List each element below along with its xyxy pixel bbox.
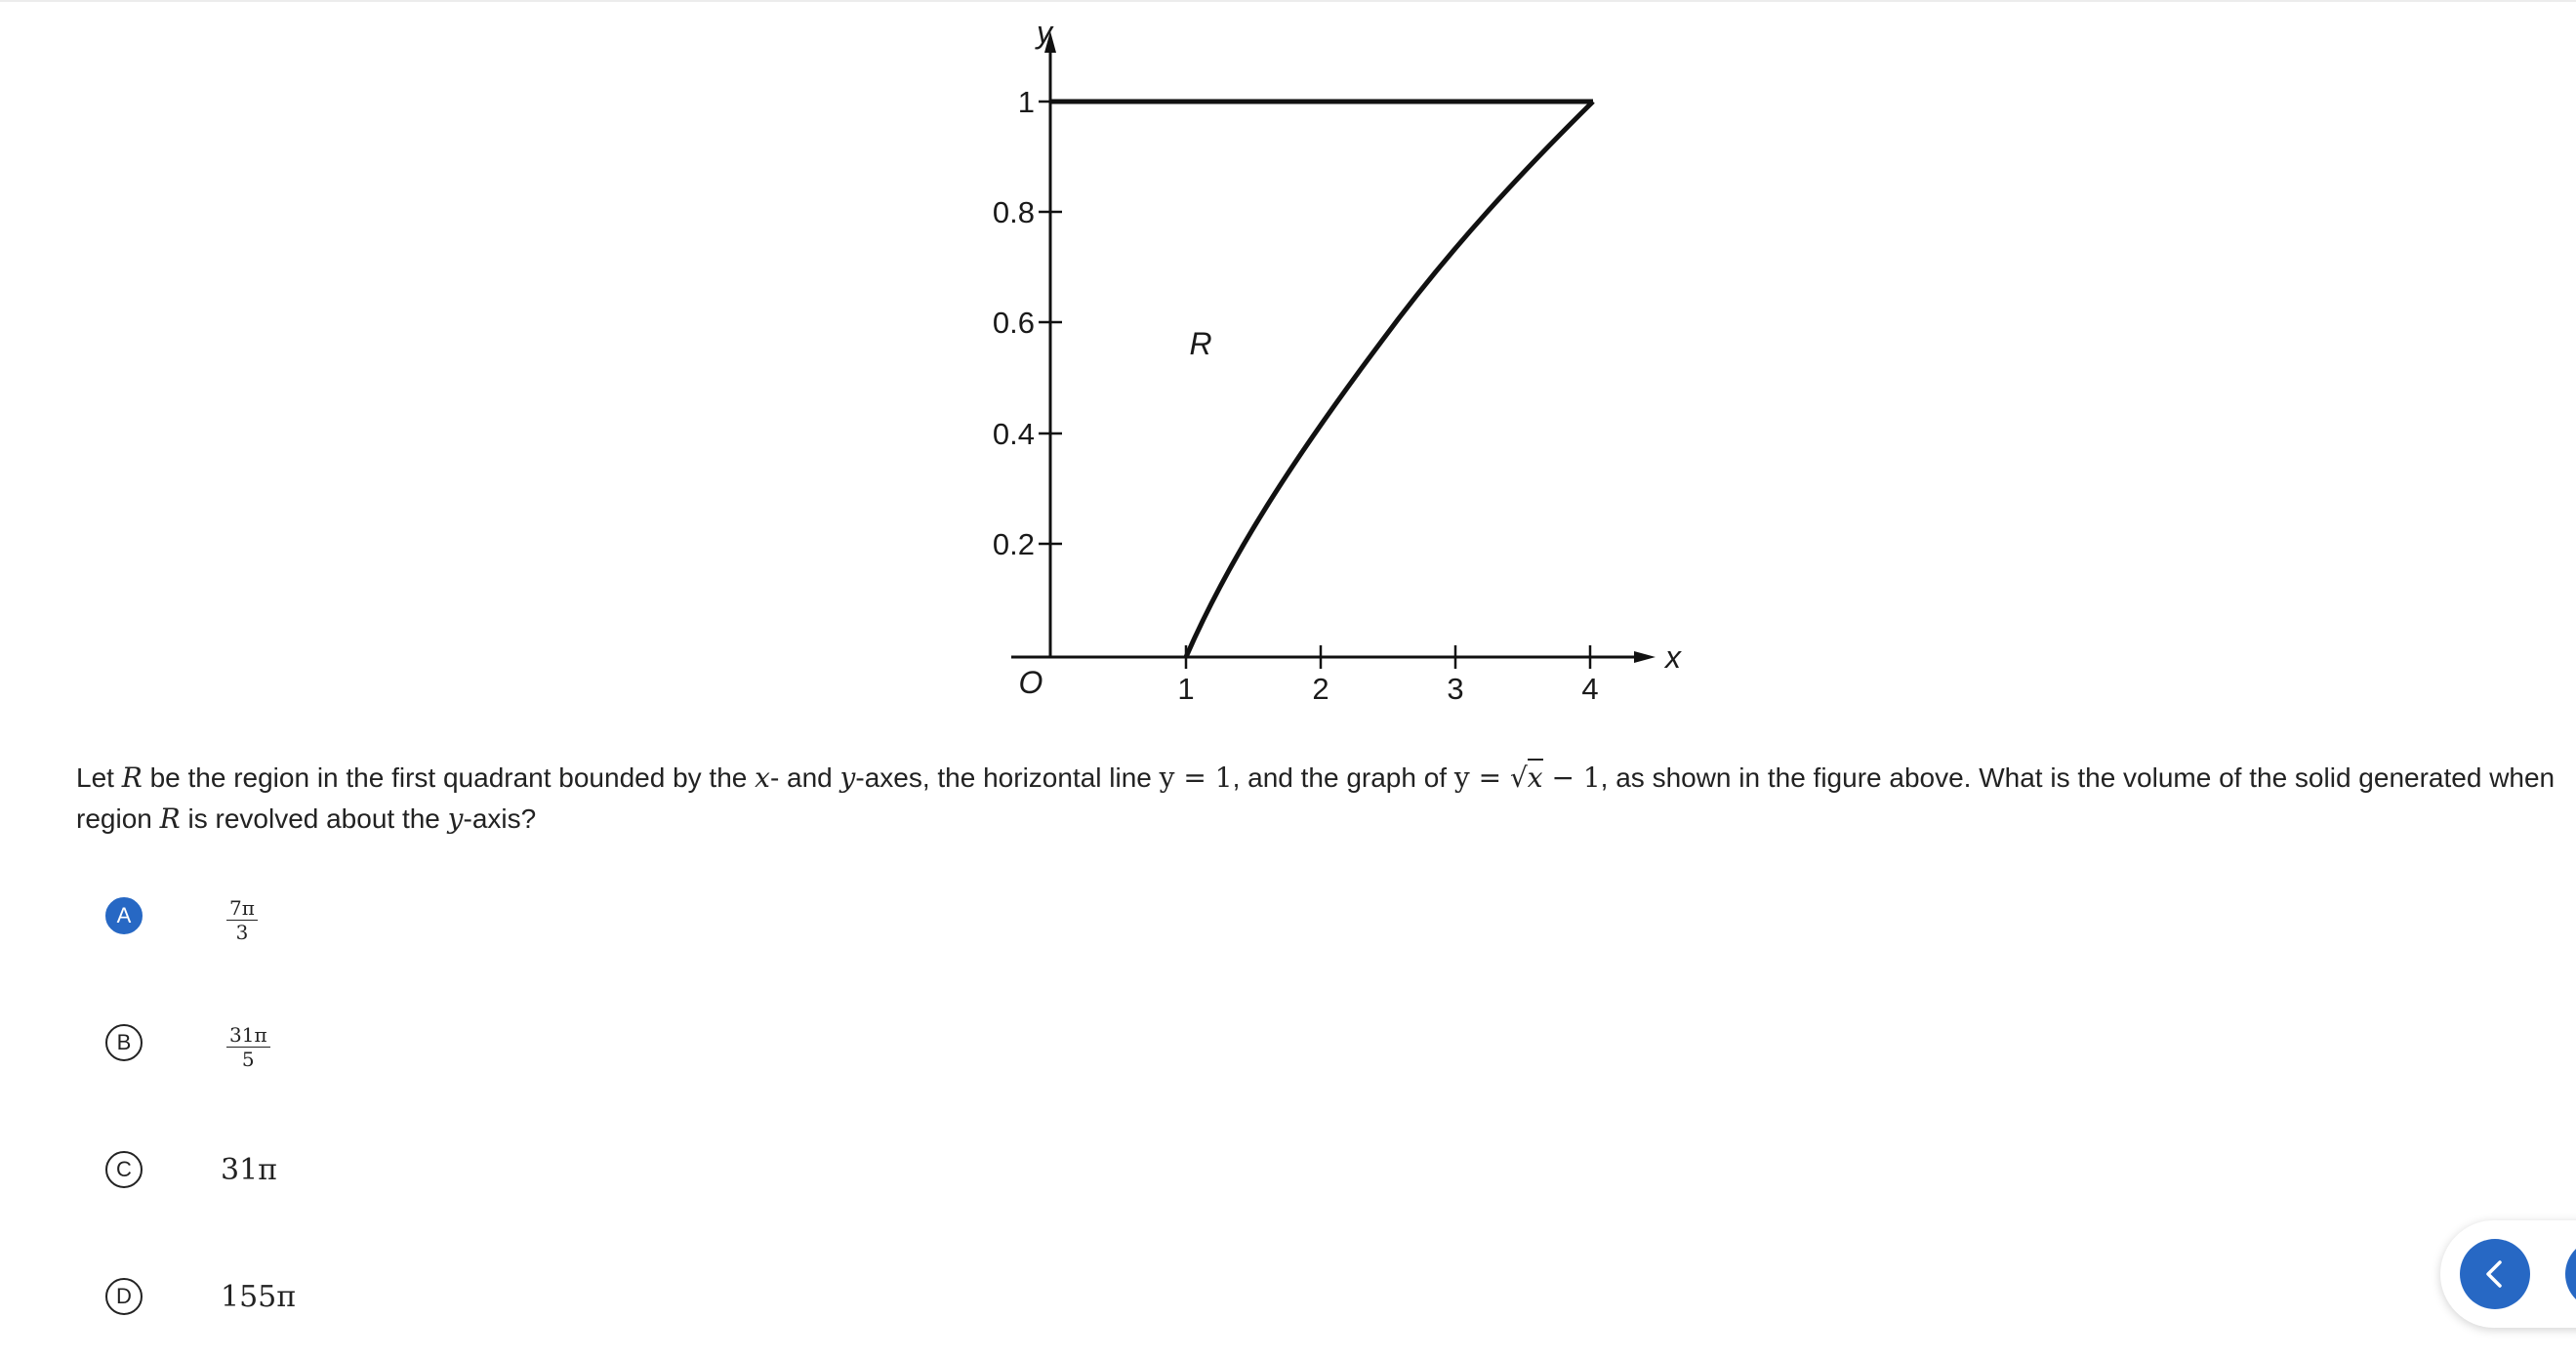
choice-b[interactable] xyxy=(105,1013,270,1072)
q-math-R: R xyxy=(121,762,143,794)
top-divider xyxy=(0,0,2576,2)
sqrt-symbol: √ xyxy=(1509,762,1528,794)
q-text-2: be the region in the first quadrant bounded by the xyxy=(142,762,756,793)
curve-boundary xyxy=(1186,102,1593,657)
choice-a[interactable] xyxy=(105,886,258,945)
x-tick-label-3: 3 xyxy=(1447,672,1464,706)
q-math-eq2b: x xyxy=(1528,759,1543,794)
q-math-y2: y xyxy=(447,803,464,835)
x-tick-label-2: 2 xyxy=(1312,672,1329,706)
q-text-8: -axis? xyxy=(463,803,537,834)
region-figure xyxy=(937,10,1698,732)
x-tick-label-4: 4 xyxy=(1581,672,1599,706)
q-math-x: x xyxy=(755,762,770,794)
region-label: R xyxy=(1189,326,1212,361)
y-tick-label-0.8: 0.8 xyxy=(992,195,1035,229)
choice-b-badge[interactable]: B xyxy=(105,1024,143,1061)
q-text-7: is revolved about the xyxy=(180,803,448,834)
x-axis-label: x xyxy=(1665,639,1681,675)
nav-cluster xyxy=(2440,1220,2576,1328)
choice-a-fraction xyxy=(226,896,258,944)
choice-a-numerator: 7π xyxy=(226,896,258,921)
y-tick-label-1: 1 xyxy=(1017,85,1035,119)
q-math-eq2c: − 1 xyxy=(1542,762,1601,794)
choice-c[interactable] xyxy=(105,1140,277,1199)
x-tick-label-1: 1 xyxy=(1177,672,1195,706)
y-tick-label-0.6: 0.6 xyxy=(992,306,1035,340)
q-text-4: -axes, the horizontal line xyxy=(855,762,1160,793)
q-text-5: , and the graph of xyxy=(1232,762,1454,793)
choice-a-badge[interactable]: A xyxy=(105,897,143,934)
back-button[interactable] xyxy=(2460,1239,2530,1309)
q-math-y: y xyxy=(839,762,856,794)
choice-b-answer xyxy=(221,1015,270,1071)
origin-label: O xyxy=(1018,665,1043,700)
choice-b-fraction xyxy=(226,1023,270,1071)
q-math-eq2a: y = xyxy=(1453,762,1510,794)
choice-c-answer: 31π xyxy=(221,1152,277,1187)
question-text xyxy=(76,758,2575,840)
chevron-left-icon xyxy=(2477,1256,2513,1292)
x-axis-arrow xyxy=(1634,651,1656,663)
q-text-6: , as shown in the figure above. What is the volume of the solid generated when region xyxy=(76,762,2556,834)
q-text-1: Let xyxy=(76,762,122,793)
choice-d-answer: 155π xyxy=(221,1279,296,1314)
forward-button[interactable] xyxy=(2565,1239,2576,1309)
q-math-eq1: y = 1 xyxy=(1159,762,1233,794)
choice-d[interactable] xyxy=(105,1267,296,1326)
choice-c-badge[interactable]: C xyxy=(105,1151,143,1188)
q-math-R2: R xyxy=(159,803,181,835)
choice-d-badge[interactable]: D xyxy=(105,1278,143,1315)
y-axis-label: y xyxy=(1037,15,1052,50)
y-tick-label-0.4: 0.4 xyxy=(992,417,1035,451)
choice-a-answer xyxy=(221,888,258,944)
graph-svg xyxy=(937,10,1698,732)
choice-b-denominator: 5 xyxy=(241,1047,255,1071)
choice-a-denominator: 3 xyxy=(235,920,249,944)
choice-b-numerator: 31π xyxy=(226,1023,270,1048)
q-text-3: - and xyxy=(769,762,840,793)
y-tick-label-0.2: 0.2 xyxy=(992,527,1035,561)
